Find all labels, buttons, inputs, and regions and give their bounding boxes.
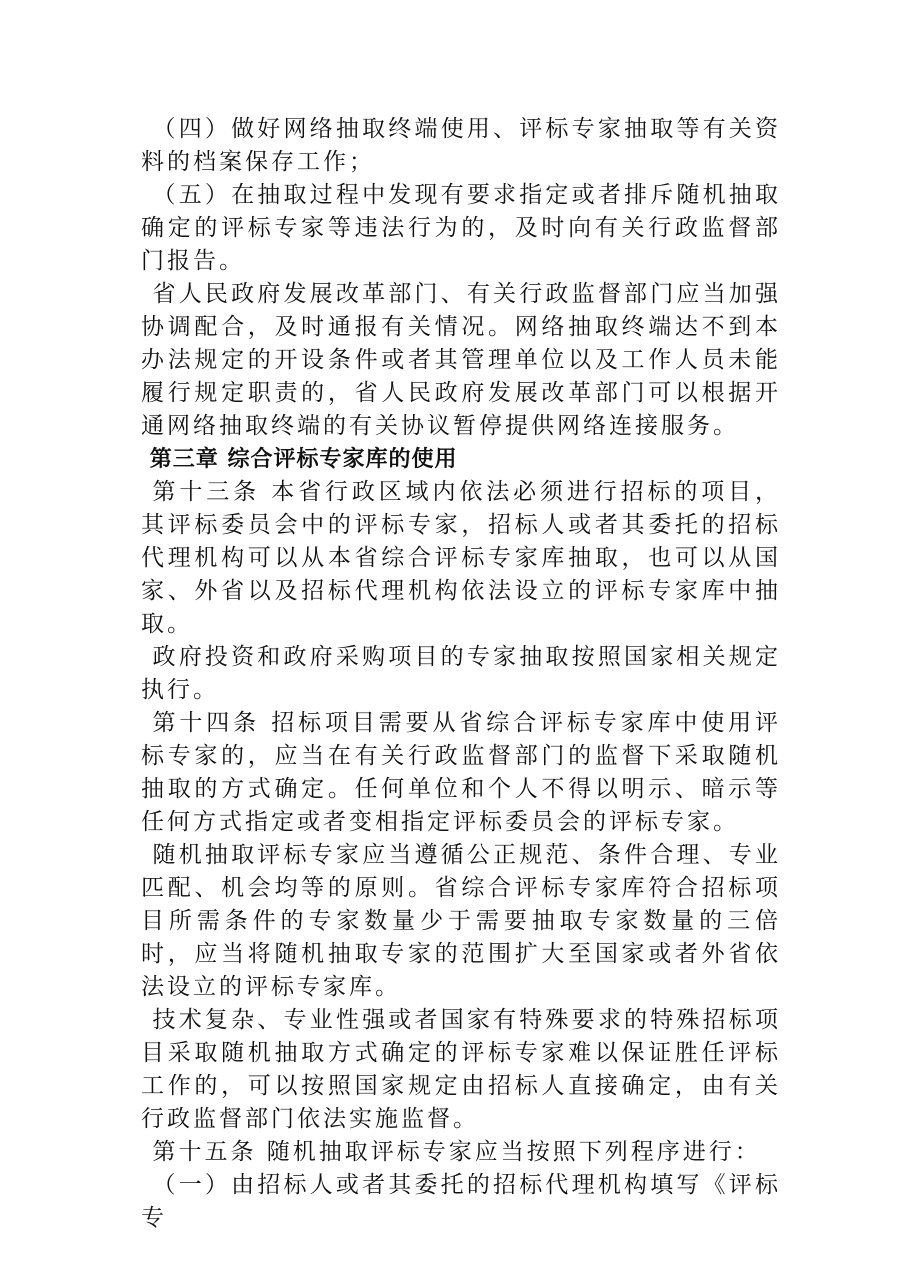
article-13: 第十三条 本省行政区域内依法必须进行招标的项目，其评标委员会中的评标专家，招标人或者其委托的招标代理机构可以从本省综合评标专家库抽取，也可以从国家、外省以及招标代理机构依法设立的评标专家库中抽取。	[141, 479, 781, 637]
paragraph-item-5: （五）在抽取过程中发现有要求指定或者排斥随机抽取确定的评标专家等违法行为的，及时向有关行政监督部门报告。	[141, 182, 781, 274]
document-body	[141, 113, 781, 1235]
paragraph-item-1: （一）由招标人或者其委托的招标代理机构填写《评标专	[141, 1172, 781, 1231]
paragraph-item-4: （四）做好网络抽取终端使用、评标专家抽取等有关资料的档案保存工作；	[141, 116, 781, 175]
article-14: 第十四条 招标项目需要从省综合评标专家库中使用评标专家的，应当在有关行政监督部门的监督下采取随机抽取的方式确定。任何单位和个人不得以明示、暗示等任何方式指定或者变相指定评标委员会的评标专家。	[141, 710, 781, 835]
paragraph-coordination: 省人民政府发展改革部门、有关行政监督部门应当加强协调配合，及时通报有关情况。网络抽取终端达不到本办法规定的开设条件或者其管理单位以及工作人员未能履行规定职责的，省人民政府发展改革部门可以根据开通网络抽取终端的有关协议暂停提供网络连接服务。	[141, 281, 781, 439]
article-15: 第十五条 随机抽取评标专家应当按照下列程序进行：	[152, 1139, 761, 1165]
chapter-heading: 第三章 综合评标专家库的使用	[149, 447, 458, 472]
paragraph-special-projects: 技术复杂、专业性强或者国家有特殊要求的特殊招标项目采取随机抽取方式确定的评标专家难以保证胜任评标工作的，可以按照国家规定由招标人直接确定，由有关行政监督部门依法实施监督。	[141, 1007, 781, 1132]
paragraph-government-investment: 政府投资和政府采购项目的专家抽取按照国家相关规定执行。	[141, 644, 781, 703]
paragraph-random-selection: 随机抽取评标专家应当遵循公正规范、条件合理、专业匹配、机会均等的原则。省综合评标专家库符合招标项目所需条件的专家数量少于需要抽取专家数量的三倍时，应当将随机抽取专家的范围扩大至国家或者外省依法设立的评标专家库。	[141, 842, 781, 1000]
